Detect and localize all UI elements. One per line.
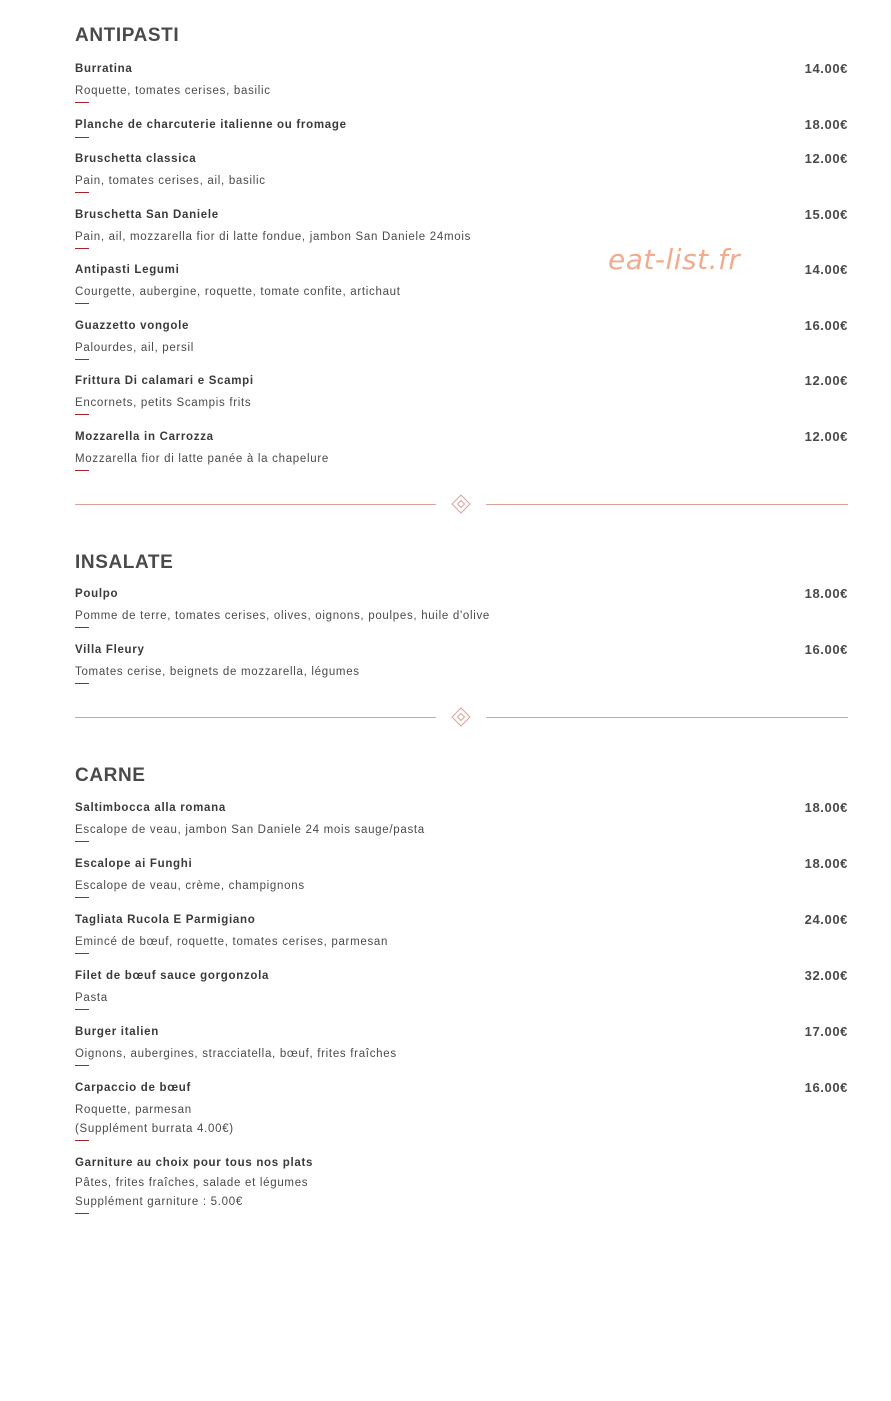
item-name: Filet de bœuf sauce gorgonzola — [75, 970, 270, 982]
item-description: Oignons, aubergines, stracciatella, bœuf, frites fraîches — [75, 1048, 397, 1060]
menu-item — [75, 118, 848, 138]
item-price: 24.00€ — [804, 912, 848, 927]
section-title: CARNE — [75, 765, 146, 786]
menu-item — [75, 62, 848, 103]
item-separator-dash — [75, 683, 89, 684]
menu-item — [75, 969, 848, 1010]
item-description: Supplément garniture : 5.00€ — [75, 1196, 243, 1208]
item-separator-dash — [75, 1009, 89, 1010]
menu-item — [75, 374, 848, 415]
item-name: Carpaccio de bœuf — [75, 1082, 192, 1094]
section-divider — [75, 706, 848, 730]
menu-item — [75, 913, 848, 954]
item-description: (Supplément burrata 4.00€) — [75, 1123, 234, 1135]
section-title: INSALATE — [75, 552, 174, 573]
section-title: ANTIPASTI — [75, 25, 180, 46]
item-description: Encornets, petits Scampis frits — [75, 397, 252, 409]
item-description: Palourdes, ail, persil — [75, 342, 194, 354]
menu-item — [75, 857, 848, 898]
item-description: Courgette, aubergine, roquette, tomate confite, artichaut — [75, 286, 401, 298]
menu-item — [75, 319, 848, 360]
item-separator-dash — [75, 303, 89, 304]
menu-item — [75, 587, 848, 628]
item-description: Roquette, tomates cerises, basilic — [75, 85, 271, 97]
section-carne — [75, 766, 848, 1214]
item-name: Poulpo — [75, 588, 119, 600]
item-price: 14.00€ — [804, 262, 848, 277]
diamond-ornament-icon — [451, 494, 471, 514]
menu-item — [75, 1081, 848, 1141]
item-name: Mozzarella in Carrozza — [75, 431, 214, 443]
item-name: Tagliata Rucola E Parmigiano — [75, 914, 256, 926]
item-name: Burratina — [75, 63, 133, 75]
item-price: 32.00€ — [804, 968, 848, 983]
divider-line-right — [486, 504, 848, 505]
item-description: Pain, tomates cerises, ail, basilic — [75, 175, 266, 187]
item-description: Pâtes, frites fraîches, salade et légumes — [75, 1177, 309, 1189]
item-price: 18.00€ — [804, 586, 848, 601]
item-name: Bruschetta classica — [75, 153, 197, 165]
item-description: Pasta — [75, 992, 108, 1004]
item-price: 12.00€ — [804, 373, 848, 388]
item-price: 16.00€ — [804, 642, 848, 657]
item-name: Saltimbocca alla romana — [75, 802, 226, 814]
menu-item — [75, 801, 848, 842]
menu-item — [75, 152, 848, 193]
menu-item — [75, 643, 848, 684]
menu-item — [75, 1025, 848, 1066]
section-insalate — [75, 553, 848, 684]
diamond-ornament-icon — [451, 707, 471, 727]
item-separator-dash — [75, 953, 89, 954]
item-description: Roquette, parmesan — [75, 1104, 192, 1116]
item-price: 12.00€ — [804, 151, 848, 166]
menu-item — [75, 430, 848, 471]
menu-item — [75, 1156, 848, 1214]
item-name: Planche de charcuterie italienne ou fromage — [75, 119, 347, 131]
item-name: Guazzetto vongole — [75, 320, 190, 332]
item-description: Tomates cerise, beignets de mozzarella, légumes — [75, 666, 360, 678]
item-price: 18.00€ — [804, 117, 848, 132]
item-price: 17.00€ — [804, 1024, 848, 1039]
item-separator-dash — [75, 192, 89, 193]
watermark-text: eat-list.fr — [608, 243, 741, 276]
item-price: 16.00€ — [804, 1080, 848, 1095]
item-name: Villa Fleury — [75, 644, 145, 656]
item-separator-dash — [75, 1065, 89, 1066]
item-name: Antipasti Legumi — [75, 264, 180, 276]
item-description: Escalope de veau, crème, champignons — [75, 880, 305, 892]
divider-line-right — [486, 717, 848, 718]
item-name: Burger italien — [75, 1026, 159, 1038]
item-separator-dash — [75, 359, 89, 360]
item-price: 16.00€ — [804, 318, 848, 333]
item-name: Garniture au choix pour tous nos plats — [75, 1157, 314, 1169]
item-separator-dash — [75, 1213, 89, 1214]
item-description: Mozzarella fior di latte panée à la chapelure — [75, 453, 329, 465]
item-description: Pain, ail, mozzarella fior di latte fondue, jambon San Daniele 24mois — [75, 231, 472, 243]
item-separator-dash — [75, 102, 89, 103]
item-description: Emincé de bœuf, roquette, tomates cerises, parmesan — [75, 936, 389, 948]
item-separator-dash — [75, 627, 89, 628]
item-separator-dash — [75, 1140, 89, 1141]
item-name: Escalope ai Funghi — [75, 858, 193, 870]
item-price: 15.00€ — [804, 207, 848, 222]
item-separator-dash — [75, 414, 89, 415]
item-description: Pomme de terre, tomates cerises, olives, oignons, poulpes, huile d'olive — [75, 610, 491, 622]
item-separator-dash — [75, 470, 89, 471]
item-separator-dash — [75, 248, 89, 249]
item-price: 14.00€ — [804, 61, 848, 76]
item-separator-dash — [75, 897, 89, 898]
item-name: Frittura Di calamari e Scampi — [75, 375, 254, 387]
item-name: Bruschetta San Daniele — [75, 209, 219, 221]
item-price: 12.00€ — [804, 429, 848, 444]
menu-page — [75, 0, 848, 1214]
section-divider — [75, 493, 848, 517]
item-description: Escalope de veau, jambon San Daniele 24 mois sauge/pasta — [75, 824, 425, 836]
divider-line-left — [75, 504, 436, 505]
item-separator-dash — [75, 841, 89, 842]
item-price: 18.00€ — [804, 800, 848, 815]
item-separator-dash — [75, 137, 89, 138]
divider-line-left — [75, 717, 436, 718]
item-price: 18.00€ — [804, 856, 848, 871]
